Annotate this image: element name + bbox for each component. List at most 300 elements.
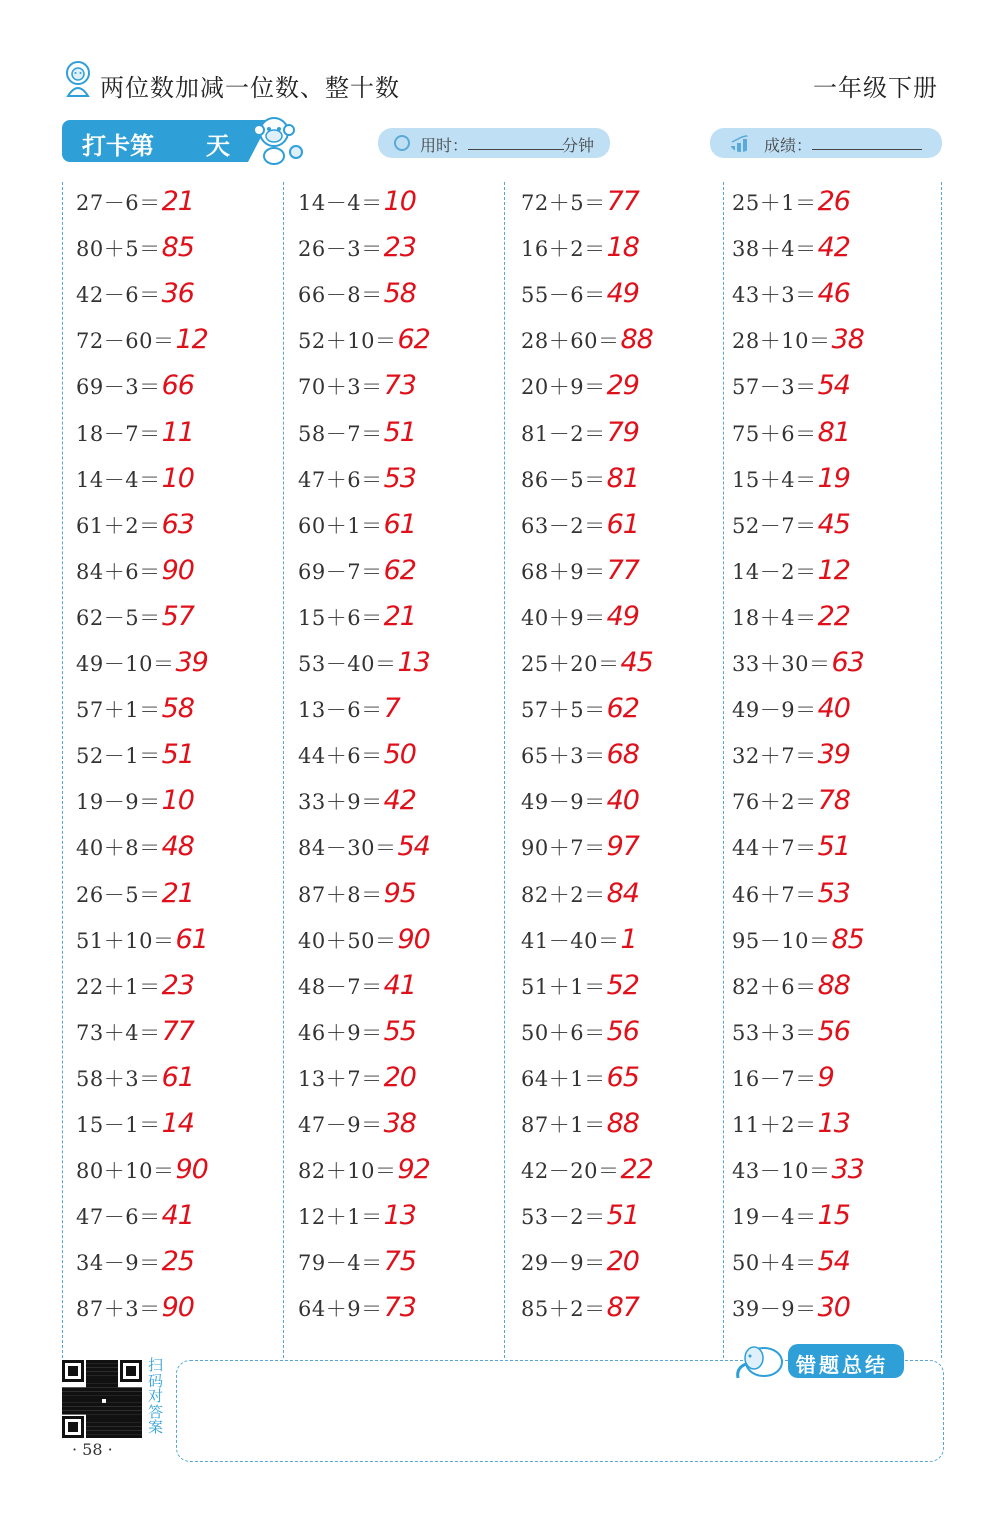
exercise-item [298,1108,416,1148]
exercise-item [298,739,416,779]
exercise-item [732,878,850,918]
handwritten-answer: 62 [606,693,639,725]
handwritten-answer: 14 [161,1108,194,1139]
exercise-question: 32＋7＝ [732,744,817,769]
handwritten-answer: 65 [606,1061,639,1093]
score-blank[interactable] [812,149,922,150]
handwritten-answer: 10 [161,462,194,494]
exercise-question: 87＋8＝ [298,882,383,907]
exercise-item [732,1108,850,1148]
handwritten-answer: 22 [620,1154,653,1186]
exercise-item [298,601,416,641]
handwritten-answer: 61 [175,923,208,955]
handwritten-answer: 7 [383,693,400,725]
exercise-question: 26－3＝ [298,237,383,262]
exercise-item [521,1154,653,1194]
handwritten-answer: 48 [161,831,194,863]
exercise-question: 22＋1＝ [76,974,161,999]
exercise-item [76,370,194,410]
exercise-question: 42－20＝ [521,1159,620,1184]
exercise-question: 12＋1＝ [298,1205,383,1230]
exercise-item [521,693,639,733]
handwritten-answer: 45 [620,647,653,678]
exercise-question: 48－7＝ [298,974,383,999]
exercise-item [732,1246,850,1286]
exercise-question: 27－6＝ [76,191,161,215]
exercise-item [732,1016,850,1056]
exercise-item [298,1200,416,1240]
monkey-mascot-icon [250,112,310,166]
qr-code-icon[interactable] [62,1360,142,1438]
handwritten-answer: 12 [817,554,850,586]
exercise-item [521,1246,639,1286]
handwritten-answer: 12 [175,324,208,356]
page-number: · 58 · [72,1440,113,1459]
exercise-item [521,278,639,318]
exercise-question: 18＋4＝ [732,605,817,630]
handwritten-answer: 19 [817,462,850,494]
exercise-question: 28＋10＝ [732,329,831,354]
handwritten-answer: 29 [606,370,639,402]
handwritten-answer: 51 [606,1200,639,1232]
page-header [0,0,1000,120]
handwritten-answer: 54 [397,831,430,863]
handwritten-answer: 25 [161,1246,194,1278]
handwritten-answer: 57 [161,600,194,632]
handwritten-answer: 92 [397,1154,430,1186]
mistake-summary-tag [788,1344,904,1378]
handwritten-answer: 85 [831,923,864,955]
exercise-question: 16＋2＝ [521,237,606,262]
exercise-question: 80＋10＝ [76,1159,175,1184]
handwritten-answer: 1 [620,923,637,955]
exercise-question: 72＋5＝ [521,191,606,215]
exercise-item [298,555,416,595]
exercise-item [521,463,639,503]
page-title: 两位数加减一位数、整十数 [100,74,400,102]
exercise-item [732,601,850,641]
exercise-question: 13＋7＝ [298,1066,383,1091]
handwritten-answer: 36 [161,278,194,310]
exercise-item [298,1016,416,1056]
handwritten-answer: 49 [606,600,639,632]
exercise-question: 95－10＝ [732,928,831,953]
exercise-question: 16－7＝ [732,1066,817,1091]
handwritten-answer: 20 [383,1061,416,1093]
exercise-question: 25＋1＝ [732,191,817,215]
handwritten-answer: 40 [606,785,639,817]
handwritten-answer: 39 [817,739,850,771]
exercise-item [521,232,639,272]
exercise-item [521,970,639,1010]
handwritten-answer: 61 [161,1061,194,1093]
exercise-question: 84－30＝ [298,836,397,861]
exercise-item [298,324,430,364]
exercise-item [298,463,416,503]
handwritten-answer: 11 [161,416,194,448]
exercise-item [732,1062,834,1102]
handwritten-answer: 41 [161,1200,194,1232]
handwritten-answer: 50 [383,739,416,771]
handwritten-answer: 41 [383,969,416,1001]
exercise-question: 86－5＝ [521,467,606,492]
handwritten-answer: 81 [817,416,850,448]
handwritten-answer: 61 [383,508,416,540]
exercise-item [76,278,194,318]
exercise-item [298,1246,416,1286]
exercise-item [298,693,400,733]
exercise-question: 69－7＝ [298,559,383,584]
handwritten-answer: 90 [175,1154,208,1186]
exercise-question: 19－9＝ [76,790,161,815]
handwritten-answer: 23 [383,232,416,264]
exercise-question: 53－2＝ [521,1205,606,1230]
exercise-question: 58＋3＝ [76,1066,161,1091]
exercise-question: 65＋3＝ [521,744,606,769]
handwritten-answer: 85 [161,232,194,264]
exercise-question: 29－9＝ [521,1251,606,1276]
exercise-item [732,739,850,779]
exercise-question: 68＋9＝ [521,559,606,584]
exercise-question: 42－6＝ [76,283,161,308]
score-label: 成绩： [764,136,813,155]
exercise-item [732,924,864,964]
exercise-item [76,785,194,825]
exercise-item [76,417,194,457]
handwritten-answer: 33 [831,1154,864,1186]
exercise-question: 52＋10＝ [298,329,397,354]
score-field [710,128,942,158]
exercise-item [521,509,639,549]
exercise-item [732,232,850,272]
exercise-item [732,1200,850,1240]
handwritten-answer: 90 [161,1292,194,1324]
time-blank[interactable] [468,149,564,150]
exercise-item [521,370,639,410]
time-label: 用时： [420,136,469,155]
exercise-question: 53－40＝ [298,652,397,676]
handwritten-answer: 58 [383,278,416,310]
exercise-item [298,1062,416,1102]
handwritten-answer: 77 [606,186,639,217]
exercise-question: 82＋6＝ [732,974,817,999]
exercise-item [732,509,850,549]
column-divider [62,182,63,1358]
exercise-item [76,831,194,871]
exercise-question: 52－1＝ [76,744,161,769]
exercise-question: 20＋9＝ [521,375,606,400]
handwritten-answer: 79 [606,416,639,448]
mistake-summary-label: 错题总结 [796,1353,888,1377]
exercise-item [521,647,653,687]
handwritten-answer: 13 [817,1108,850,1139]
exercise-question: 69－3＝ [76,375,161,400]
handwritten-answer: 40 [817,693,850,725]
exercise-question: 64＋1＝ [521,1066,606,1091]
exercise-item [298,647,430,687]
exercise-question: 47＋6＝ [298,467,383,492]
exercise-question: 41－40＝ [521,928,620,953]
exercise-question: 50＋6＝ [521,1020,606,1045]
exercise-question: 39－9＝ [732,1297,817,1322]
exercise-item [298,785,416,825]
exercise-item [521,186,639,226]
handwritten-answer: 21 [161,877,194,909]
elephant-mascot-icon [732,1338,788,1382]
exercise-item [521,1200,639,1240]
handwritten-answer: 90 [397,923,430,955]
handwritten-answer: 26 [817,186,850,217]
handwritten-answer: 46 [817,278,850,310]
scan-for-answers-label: 扫码对答案 [148,1356,164,1436]
exercise-question: 34－9＝ [76,1251,161,1276]
exercise-question: 15＋6＝ [298,605,383,630]
handwritten-answer: 21 [383,600,416,632]
handwritten-answer: 88 [620,324,653,356]
exercise-question: 49－10＝ [76,652,175,676]
exercise-question: 81－2＝ [521,421,606,446]
exercise-question: 47－6＝ [76,1205,161,1230]
handwritten-answer: 42 [383,785,416,817]
exercise-question: 90＋7＝ [521,836,606,861]
exercise-question: 61＋2＝ [76,513,161,538]
handwritten-answer: 53 [817,877,850,909]
exercise-item [76,324,208,364]
handwritten-answer: 56 [817,1015,850,1047]
handwritten-answer: 55 [383,1015,416,1047]
lion-mascot-icon [62,60,94,98]
exercise-item [76,693,194,733]
exercise-item [76,463,194,503]
handwritten-answer: 20 [606,1246,639,1278]
exercise-item [76,601,194,641]
handwritten-answer: 90 [161,554,194,586]
exercise-item [298,1154,430,1194]
handwritten-answer: 54 [817,1246,850,1278]
time-field [378,128,610,158]
exercise-item [732,278,850,318]
exercise-item [521,924,637,964]
exercise-item [76,1108,194,1148]
exercise-question: 40＋8＝ [76,836,161,861]
handwritten-answer: 51 [383,416,416,448]
exercise-question: 57－3＝ [732,375,817,400]
exercise-question: 63－2＝ [521,513,606,538]
handwritten-answer: 63 [831,647,864,678]
exercise-item [76,1292,194,1332]
checkin-label: 打卡第 [82,132,154,160]
handwritten-answer: 61 [606,508,639,540]
handwritten-answer: 18 [606,232,639,264]
exercise-item [521,739,639,779]
exercise-question: 14－2＝ [732,559,817,584]
handwritten-answer: 62 [397,324,430,356]
checkin-banner [62,120,248,162]
handwritten-answer: 23 [161,969,194,1001]
exercise-question: 66－8＝ [298,283,383,308]
exercise-item [732,1154,864,1194]
handwritten-answer: 62 [383,554,416,586]
exercise-item [732,1292,850,1332]
exercise-item [76,970,194,1010]
handwritten-answer: 78 [817,785,850,817]
grade-label: 一年级下册 [813,74,938,102]
exercise-item [76,1154,208,1194]
exercise-item [298,232,416,272]
exercise-question: 64＋9＝ [298,1297,383,1322]
handwritten-answer: 51 [817,831,850,863]
exercise-item [732,555,850,595]
handwritten-answer: 53 [383,462,416,494]
exercise-question: 25＋20＝ [521,652,620,676]
exercise-question: 19－4＝ [732,1205,817,1230]
exercise-item [76,1200,194,1240]
exercise-question: 46＋7＝ [732,882,817,907]
handwritten-answer: 10 [383,186,416,217]
exercise-question: 43－10＝ [732,1159,831,1184]
exercise-question: 47－9＝ [298,1113,383,1137]
exercise-question: 75＋6＝ [732,421,817,446]
exercise-question: 85＋2＝ [521,1297,606,1322]
exercise-question: 40＋50＝ [298,928,397,953]
exercise-item [732,463,850,503]
exercise-item [521,324,653,364]
exercise-question: 79－4＝ [298,1251,383,1276]
exercise-question: 51＋10＝ [76,928,175,953]
handwritten-answer: 84 [606,877,639,909]
handwritten-answer: 81 [606,462,639,494]
handwritten-answer: 22 [817,600,850,632]
exercise-item [732,417,850,457]
handwritten-answer: 87 [606,1292,639,1324]
handwritten-answer: 30 [817,1292,850,1324]
handwritten-answer: 38 [831,324,864,356]
exercise-item [521,1108,639,1148]
exercise-item [298,924,430,964]
handwritten-answer: 75 [383,1246,416,1278]
exercise-item [76,1016,194,1056]
exercise-item [521,831,639,871]
exercise-question: 73＋4＝ [76,1020,161,1045]
exercise-item [732,186,850,226]
exercise-question: 82＋10＝ [298,1159,397,1184]
exercise-item [298,370,416,410]
exercise-item [298,970,416,1010]
exercise-item [298,1292,416,1332]
handwritten-answer: 95 [383,877,416,909]
exercise-item [521,1292,639,1332]
handwritten-answer: 38 [383,1108,416,1139]
exercise-question: 53＋3＝ [732,1020,817,1045]
exercise-question: 49－9＝ [732,698,817,723]
exercise-question: 70＋3＝ [298,375,383,400]
exercise-item [298,878,416,918]
exercise-question: 55－6＝ [521,283,606,308]
column-divider [723,182,724,1358]
exercise-question: 40＋9＝ [521,605,606,630]
handwritten-answer: 63 [161,508,194,540]
exercise-item [76,647,208,687]
handwritten-answer: 52 [606,969,639,1001]
exercise-item [76,1246,194,1286]
handwritten-answer: 39 [175,647,208,678]
exercise-question: 14－4＝ [298,191,383,215]
exercise-item [298,509,416,549]
handwritten-answer: 45 [817,508,850,540]
exercise-question: 14－4＝ [76,467,161,492]
exercise-item [521,417,639,457]
handwritten-answer: 97 [606,831,639,863]
exercise-item [298,278,416,318]
exercise-question: 49－9＝ [521,790,606,815]
exercise-question: 62－5＝ [76,605,161,630]
exercise-item [76,1062,194,1102]
exercise-item [732,970,850,1010]
exercise-question: 44＋6＝ [298,744,383,769]
exercise-question: 11＋2＝ [732,1113,817,1137]
exercise-question: 58－7＝ [298,421,383,446]
handwritten-answer: 66 [161,370,194,402]
exercise-item [298,417,416,457]
exercise-question: 87＋3＝ [76,1297,161,1322]
exercise-item [732,831,850,871]
exercise-question: 76＋2＝ [732,790,817,815]
exercise-item [76,924,208,964]
handwritten-answer: 10 [161,785,194,817]
exercise-question: 18－7＝ [76,421,161,446]
exercise-item [76,739,194,779]
handwritten-answer: 68 [606,739,639,771]
exercise-item [76,509,194,549]
exercise-item [521,878,639,918]
exercise-item [76,232,194,272]
exercise-question: 87＋1＝ [521,1113,606,1137]
exercise-question: 80＋5＝ [76,237,161,262]
handwritten-answer: 73 [383,370,416,402]
exercise-question: 60＋1＝ [298,513,383,538]
exercise-question: 84＋6＝ [76,559,161,584]
time-unit: 分钟 [562,136,595,155]
column-divider [941,182,942,1358]
handwritten-answer: 77 [161,1015,194,1047]
exercise-question: 26－5＝ [76,882,161,907]
exercise-question: 44＋7＝ [732,836,817,861]
handwritten-answer: 21 [161,186,194,217]
exercise-item [521,785,639,825]
exercise-item [76,555,194,595]
exercise-question: 13－6＝ [298,698,383,723]
exercise-question: 57＋5＝ [521,698,606,723]
checkin-day-label: 天 [206,132,230,160]
exercise-item [732,785,850,825]
exercise-item [298,831,430,871]
handwritten-answer: 49 [606,278,639,310]
exercise-question: 15＋4＝ [732,467,817,492]
exercise-question: 33＋9＝ [298,790,383,815]
exercise-item [732,370,850,410]
exercise-item [732,647,864,687]
alarm-clock-icon [394,135,410,151]
exercise-grid [62,182,942,1358]
column-divider [283,182,284,1358]
handwritten-answer: 51 [161,739,194,771]
handwritten-answer: 73 [383,1292,416,1324]
exercise-question: 38＋4＝ [732,237,817,262]
handwritten-answer: 58 [161,693,194,725]
column-divider [504,182,505,1358]
exercise-item [521,1062,639,1102]
exercise-item [298,186,416,226]
